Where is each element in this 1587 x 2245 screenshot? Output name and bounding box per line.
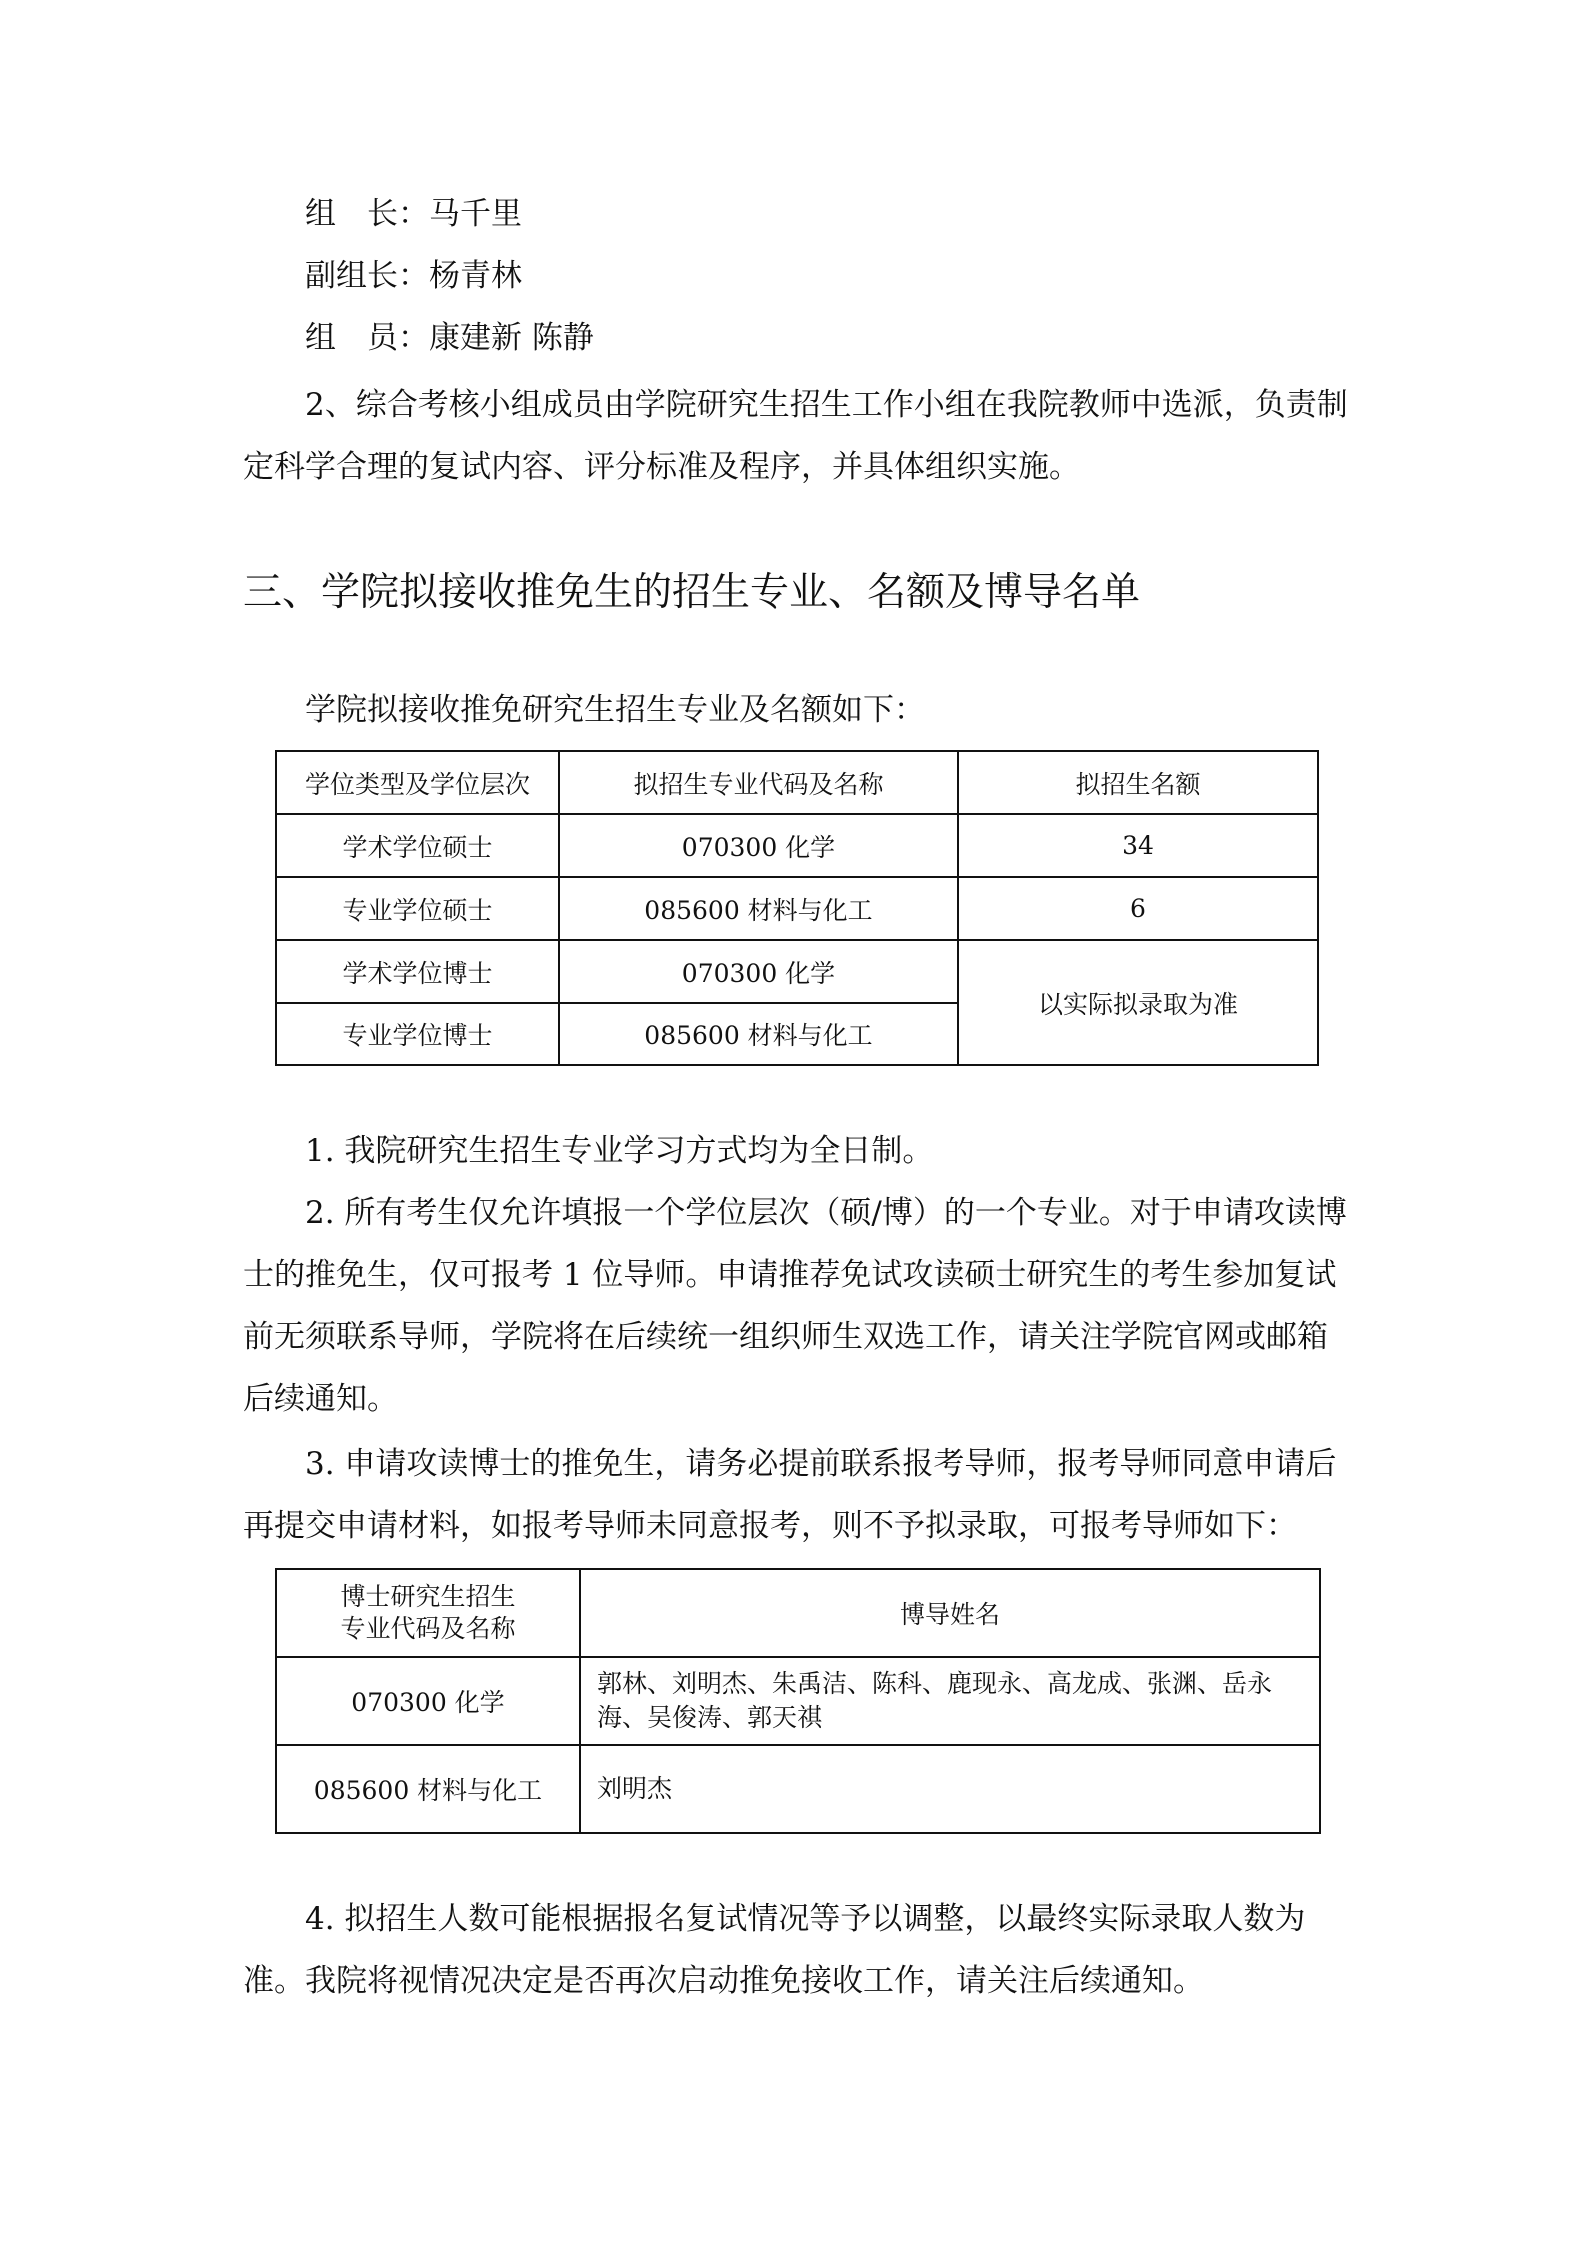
deputy-name: 杨青林 — [429, 258, 522, 294]
committee-leader — [305, 194, 522, 234]
cell-major: 070300 化学 — [559, 940, 958, 1003]
table-row — [276, 1657, 1320, 1745]
note-4: 4. 拟招生人数可能根据报名复试情况等予以调整，以最终实际录取人数为准。我院将视情况决定是否再次启动推免接收工作，请关注后续通知。 — [243, 1901, 1306, 1999]
cell-degree-level: 学术学位硕士 — [276, 814, 559, 877]
cell-major: 085600 材料与化工 — [559, 877, 958, 940]
cell-major: 070300 化学 — [559, 814, 958, 877]
supervisor-table — [275, 1568, 1321, 1834]
members-label: 组 员： — [305, 320, 429, 356]
cell-major: 085600 材料与化工 — [559, 1003, 958, 1065]
table-row — [276, 940, 1318, 1003]
committee-members — [305, 318, 594, 358]
supervisor-table-header — [276, 1569, 1320, 1657]
quota-table-header — [276, 751, 1318, 814]
header-quota: 拟招生名额 — [958, 751, 1318, 814]
cell-doctoral-major: 085600 材料与化工 — [276, 1745, 580, 1833]
cell-degree-level: 专业学位博士 — [276, 1003, 559, 1065]
header-degree-level: 学位类型及学位层次 — [276, 751, 559, 814]
table-row — [276, 1745, 1320, 1833]
table-row — [276, 814, 1318, 877]
header-major-line2: 专业代码及名称 — [340, 1614, 516, 1643]
header-major: 拟招生专业代码及名称 — [559, 751, 958, 814]
cell-supervisor-names: 刘明杰 — [580, 1745, 1320, 1833]
cell-degree-level: 专业学位硕士 — [276, 877, 559, 940]
leader-label: 组 长： — [305, 196, 429, 232]
cell-quota-merged: 以实际拟录取为准 — [958, 940, 1318, 1065]
header-supervisor-names: 博导姓名 — [580, 1569, 1320, 1657]
note-2: 2. 所有考生仅允许填报一个学位层次（硕/博）的一个专业。对于申请攻读博士的推免生，仅可报考 1 位导师。申请推荐免试攻读硕士研究生的考生参加复试前无须联系导师，学院将在后续统一组织师生双选工作，请关注学院官网或邮箱后续通知。 — [243, 1195, 1347, 1417]
committee-deputy — [305, 256, 522, 296]
note-3: 3. 申请攻读博士的推免生，请务必提前联系报考导师，报考导师同意申请后再提交申请材料，如报考导师未同意报考，则不予拟录取，可报考导师如下： — [243, 1446, 1337, 1544]
cell-quota: 34 — [958, 814, 1318, 877]
paragraph-2: 2、综合考核小组成员由学院研究生招生工作小组在我院教师中选派，负责制定科学合理的复试内容、评分标准及程序，并具体组织实施。 — [243, 387, 1348, 485]
note-1: 1. 我院研究生招生专业学习方式均为全日制。 — [305, 1133, 934, 1169]
table-row — [276, 877, 1318, 940]
cell-quota: 6 — [958, 877, 1318, 940]
header-doctoral-major — [276, 1569, 580, 1657]
cell-degree-level: 学术学位博士 — [276, 940, 559, 1003]
section-3-title: 三、学院拟接收推免生的招生专业、名额及博导名单 — [243, 570, 1141, 615]
cell-supervisor-names: 郭林、刘明杰、朱禹洁、陈科、鹿现永、高龙成、张渊、岳永海、吴俊涛、郭天祺 — [580, 1657, 1320, 1745]
header-major-line1: 博士研究生招生 — [340, 1582, 516, 1611]
quota-table — [275, 750, 1319, 1066]
cell-doctoral-major: 070300 化学 — [276, 1657, 580, 1745]
section-3-intro: 学院拟接收推免研究生招生专业及名额如下： — [305, 692, 925, 728]
leader-name: 马千里 — [429, 196, 522, 232]
members-names: 康建新 陈静 — [429, 320, 594, 356]
deputy-label: 副组长： — [305, 258, 429, 294]
